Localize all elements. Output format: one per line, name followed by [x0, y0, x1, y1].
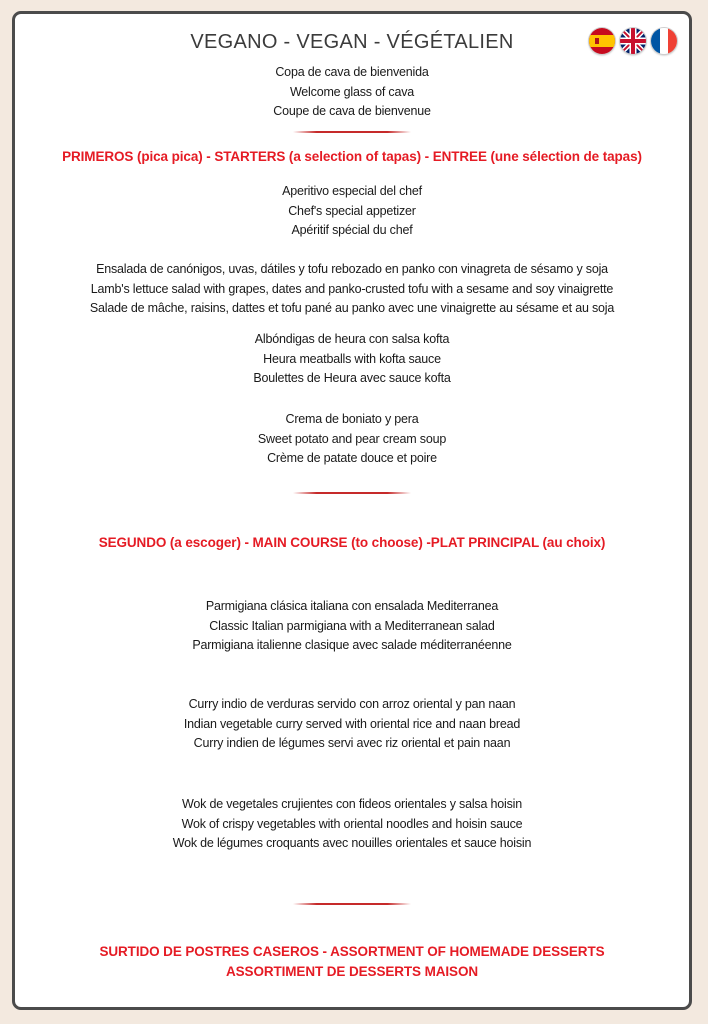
item-line-fr: Crème de patate douce et poire — [267, 451, 437, 465]
item-line-fr: Curry indien de légumes servi avec riz oriental et pain naan — [193, 736, 511, 750]
starters-heading-text: PRIMEROS (pica pica) - STARTERS (a selection of tapas) - ENTREE (une sélection de tapas) — [62, 149, 642, 164]
item-line-fr: Boulettes de Heura avec sauce kofta — [253, 371, 451, 385]
menu-item — [15, 182, 689, 241]
main-course-heading-text: SEGUNDO (a escoger) - MAIN COURSE (to choose) -PLAT PRINCIPAL (au choix) — [98, 535, 606, 550]
menu-item — [15, 795, 689, 854]
page-title: VEGANO - VEGAN - VÉGÉTALIEN — [190, 31, 514, 53]
menu-item — [15, 330, 689, 389]
desserts-heading — [15, 942, 689, 982]
item-line-es: Albóndigas de heura con salsa kofta — [254, 332, 450, 346]
menu-item — [15, 597, 689, 656]
menu-item — [15, 260, 689, 319]
section-divider — [293, 131, 411, 133]
menu-item — [15, 410, 689, 469]
menu-card — [12, 11, 692, 1010]
item-line-es: Wok de vegetales crujientes con fideos orientales y salsa hoisin — [182, 797, 522, 811]
item-line-es: Parmigiana clásica italiana con ensalada Mediterranea — [205, 599, 499, 613]
france-flag-icon[interactable] — [651, 28, 677, 54]
item-line-en: Classic Italian parmigiana with a Mediterranean salad — [209, 618, 495, 633]
section-divider — [293, 492, 411, 494]
language-selector — [589, 28, 677, 54]
item-line-es: Crema de boniato y pera — [285, 412, 419, 426]
section-divider — [293, 903, 411, 905]
starters-heading — [15, 147, 689, 167]
item-line-fr: Salade de mâche, raisins, dattes et tofu pané au panko avec une vinaigrette au sésame et au soja — [89, 301, 615, 315]
item-line-fr: Parmigiana italienne clasique avec salade méditerranéenne — [192, 638, 512, 652]
spain-flag-icon[interactable] — [589, 28, 615, 54]
item-line-es: Aperitivo especial del chef — [282, 184, 422, 198]
item-line-en: Sweet potato and pear cream soup — [257, 431, 447, 446]
welcome-line-en: Welcome glass of cava — [289, 84, 415, 99]
item-line-fr: Wok de légumes croquants avec nouilles orientales et sauce hoisin — [172, 836, 532, 850]
item-line-es: Curry indio de verduras servido con arroz oriental y pan naan — [188, 697, 516, 711]
desserts-line-1: SURTIDO DE POSTRES CASEROS - ASSORTMENT OF HOMEMADE DESSERTS — [99, 944, 605, 959]
item-line-en: Indian vegetable curry served with oriental rice and naan bread — [183, 716, 521, 731]
item-line-es: Ensalada de canónigos, uvas, dátiles y tofu rebozado en panko con vinagreta de sésamo y soja — [96, 262, 608, 276]
item-line-en: Chef's special appetizer — [288, 203, 416, 218]
welcome-line-fr: Coupe de cava de bienvenue — [273, 104, 431, 118]
item-line-fr: Apéritif spécial du chef — [291, 223, 413, 237]
welcome-drink — [15, 63, 689, 122]
item-line-en: Heura meatballs with kofta sauce — [263, 351, 441, 366]
uk-flag-icon[interactable] — [620, 28, 646, 54]
welcome-line-es: Copa de cava de bienvenida — [275, 65, 429, 79]
item-line-en: Wok of crispy vegetables with oriental noodles and hoisin sauce — [181, 816, 523, 831]
menu-item — [15, 695, 689, 754]
desserts-line-2: ASSORTIMENT DE DESSERTS MAISON — [225, 964, 479, 979]
main-course-heading — [15, 533, 689, 553]
item-line-en: Lamb's lettuce salad with grapes, dates and panko-crusted tofu with a sesame and soy vinaigrette — [90, 281, 614, 296]
